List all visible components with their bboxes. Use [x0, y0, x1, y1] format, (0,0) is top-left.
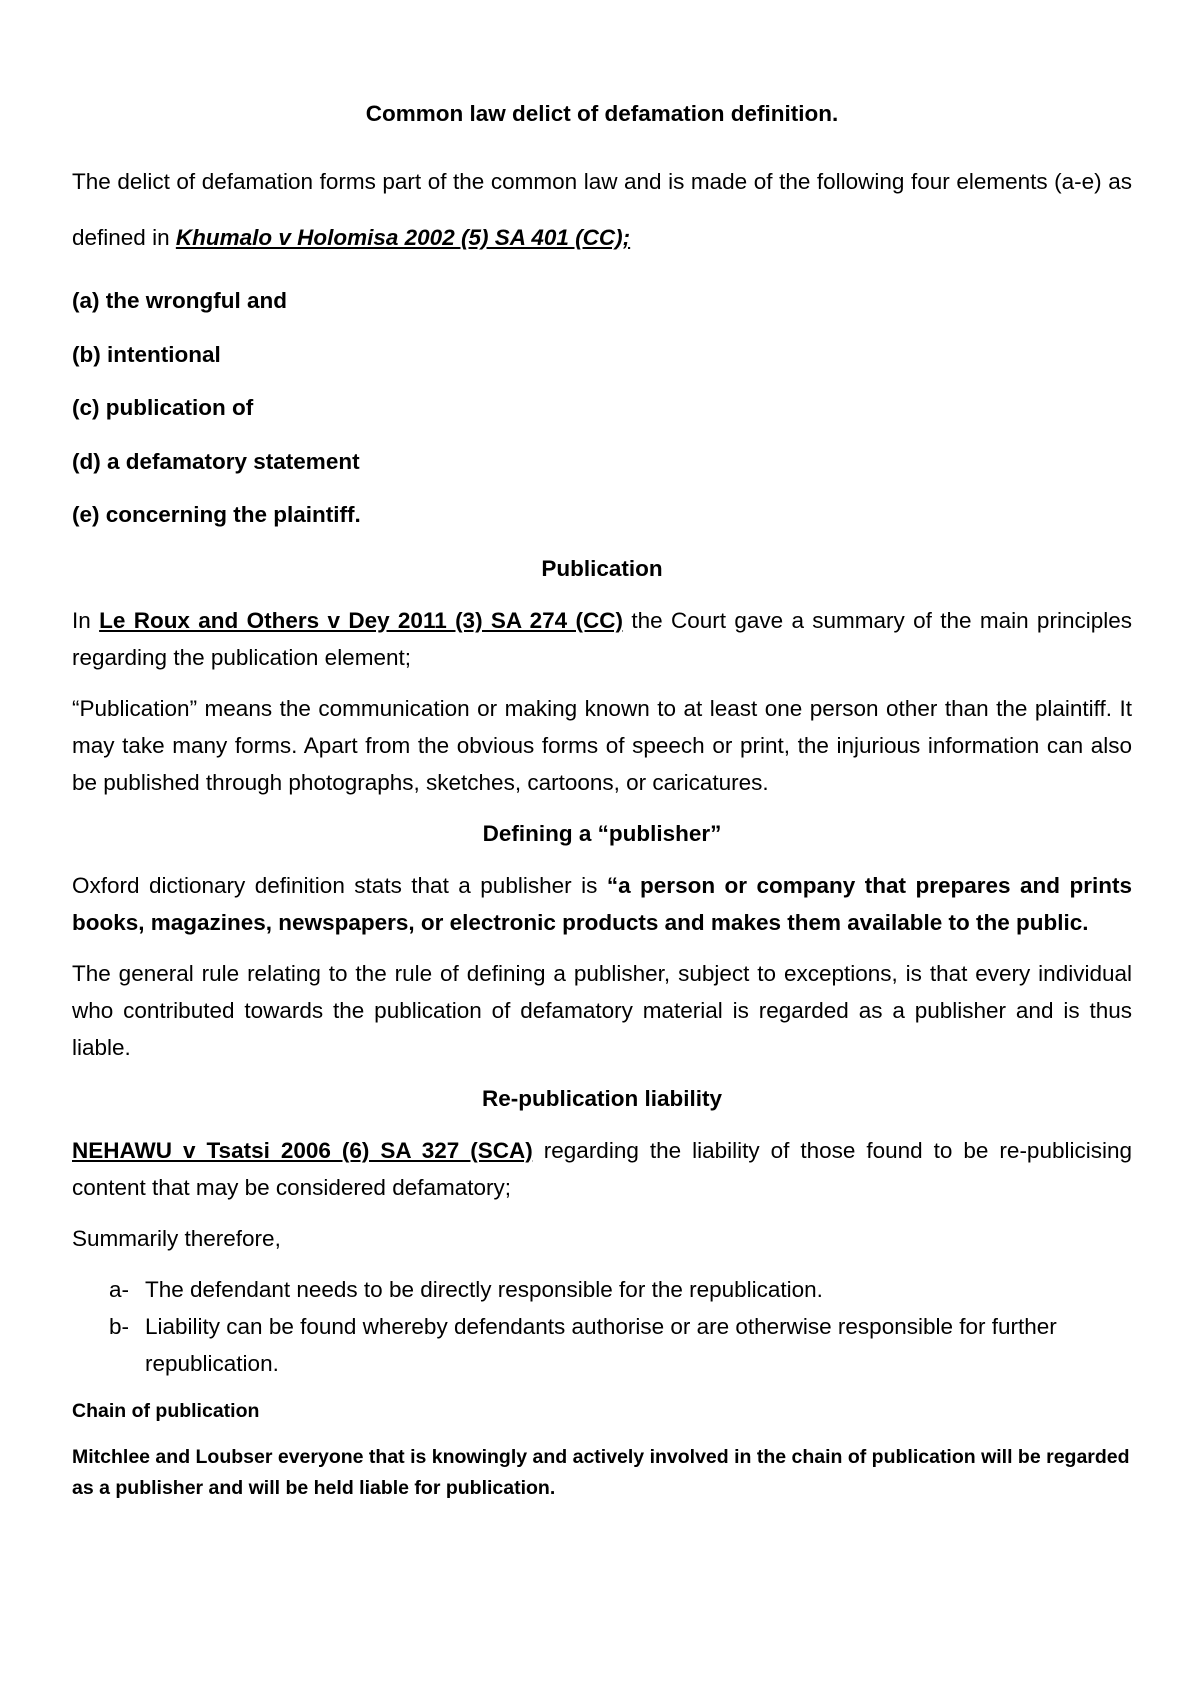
republication-suffix: regarding the liability of those found to be re-publicising content that may be considered defamatory; — [72, 1137, 1132, 1200]
intro-paragraph — [72, 154, 1132, 266]
list-marker: a- — [109, 1276, 130, 1302]
case-citation-khumalo: Khumalo v Holomisa 2002 (5) SA 401 (CC); — [175, 225, 631, 250]
section-heading-republication: Re-publication liability — [481, 1085, 723, 1111]
element-item: (a) the wrongful and — [72, 288, 287, 313]
section-heading-publication: Publication — [541, 555, 663, 581]
publisher-paragraph-2: The general rule relating to the rule of defining a publisher, subject to exceptions, is that every individual who contributed towards the publication of defamatory material is regarded as a publisher and is thus liable. — [72, 960, 1132, 1060]
publication-paragraph-1 — [72, 602, 1132, 676]
element-item: (c) publication of — [72, 395, 254, 420]
element-item: (e) concerning the plaintiff. — [72, 502, 361, 527]
publication-prefix: In — [72, 607, 91, 633]
document-title: Common law delict of defamation definition. — [365, 101, 839, 126]
list-item-text: Liability can be found whereby defendants authorise or are otherwise responsible for further republication. — [145, 1313, 1057, 1376]
republication-paragraph-1 — [72, 1132, 1132, 1206]
list-item-text: The defendant needs to be directly responsible for the republication. — [145, 1276, 823, 1302]
case-citation-le-roux: Le Roux and Others v Dey 2011 (3) SA 274 (CC) — [99, 607, 624, 633]
intro-text: The delict of defamation forms part of the common law and is made of the following four elements (a-e) as defined in — [72, 169, 1132, 250]
list-item — [72, 1271, 1132, 1308]
oxford-definition-quote: “a person or company that prepares and prints books, magazines, newspapers, or electronic products and makes them available to the public. — [72, 872, 1132, 935]
element-item: (d) a defamatory statement — [72, 448, 360, 474]
publisher-paragraph-1 — [72, 867, 1132, 941]
section-heading-publisher: Defining a “publisher” — [482, 820, 722, 846]
publisher-prefix: Oxford dictionary definition stats that a publisher is — [72, 872, 598, 898]
element-item: (b) intentional — [72, 341, 221, 367]
publication-paragraph-2: “Publication” means the communication or making known to at least one person other than the plaintiff. It may take many forms. Apart from the obvious forms of speech or print, the injurious information can also be published through photographs, sketches, cartoons, or caricatures. — [72, 695, 1132, 795]
publication-suffix: the Court gave a summary of the main principles regarding the publication element; — [72, 607, 1132, 670]
list-item — [72, 1308, 1132, 1382]
republication-paragraph-2: Summarily therefore, — [72, 1225, 281, 1251]
elements-list — [72, 274, 1132, 542]
list-marker: b- — [109, 1313, 130, 1339]
republication-list — [72, 1271, 1132, 1382]
chain-paragraph: Mitchlee and Loubser everyone that is knowingly and actively involved in the chain of publication will be regarded as a publisher and will be held liable for publication. — [72, 1445, 1130, 1499]
case-citation-nehawu: NEHAWU v Tsatsi 2006 (6) SA 327 (SCA) — [72, 1137, 533, 1163]
section-heading-chain: Chain of publication — [72, 1399, 260, 1422]
